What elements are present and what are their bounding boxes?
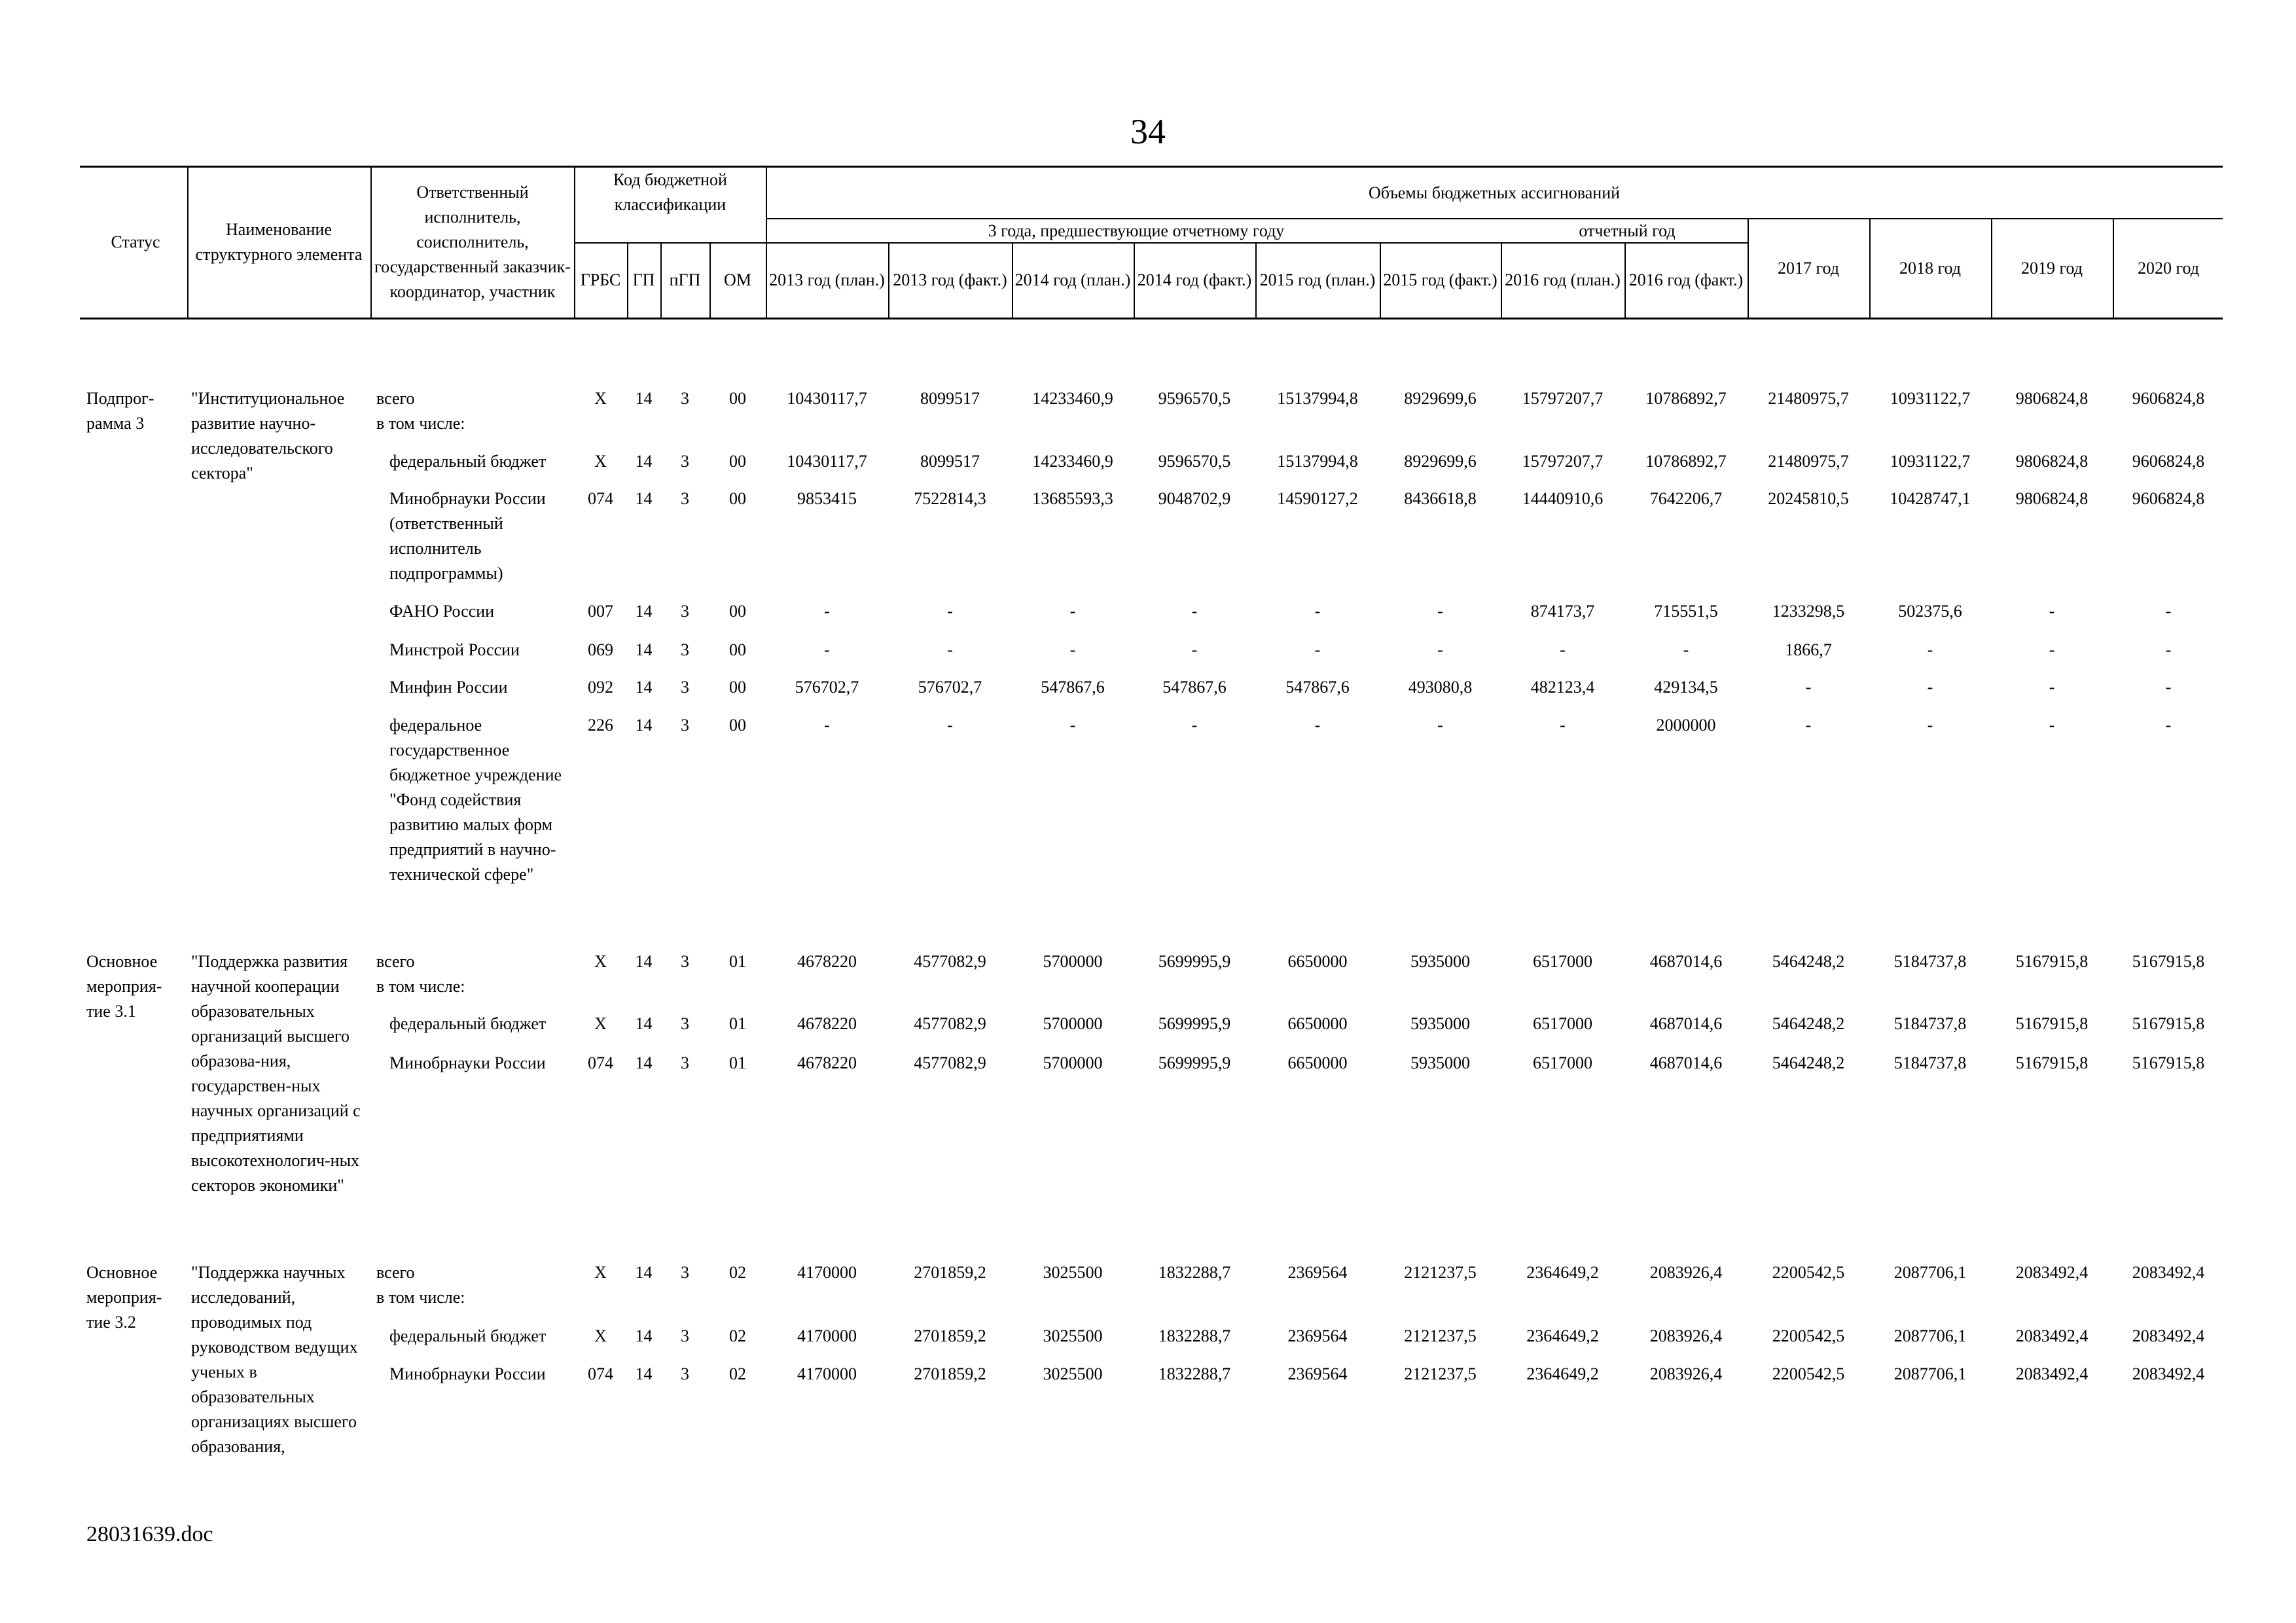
header-year-7: 2016 год (факт.) bbox=[1628, 270, 1744, 289]
row-value-7: 2000000 bbox=[1656, 716, 1716, 735]
row-value-8: 21480975,7 bbox=[1768, 389, 1849, 408]
row-value-3: 1832288,7 bbox=[1158, 1263, 1231, 1282]
row-value-5: 8929699,6 bbox=[1404, 389, 1477, 408]
row-value-6: - bbox=[1560, 716, 1566, 735]
row-responsible: всего в том числе: bbox=[376, 1263, 465, 1307]
row-value-7: - bbox=[1683, 640, 1689, 659]
row-gp: 14 bbox=[635, 952, 653, 971]
column-rule bbox=[1991, 218, 1992, 318]
section-name: "Поддержка научных исследований, проводимых под руководством ведущих ученых в образовательных организациях высшего образования, bbox=[191, 1263, 358, 1456]
row-grbs: 092 bbox=[588, 678, 613, 697]
row-gp: 14 bbox=[635, 452, 653, 471]
row-value-0: - bbox=[824, 716, 830, 735]
row-value-2: 13685593,3 bbox=[1032, 489, 1113, 508]
row-value-2: 14233460,9 bbox=[1032, 452, 1113, 471]
row-gp: 14 bbox=[635, 1326, 653, 1345]
row-value-11: - bbox=[2165, 640, 2172, 659]
row-value-10: - bbox=[2049, 640, 2055, 659]
row-responsible: федеральный бюджет bbox=[389, 1014, 547, 1033]
row-value-11: 5167915,8 bbox=[2132, 952, 2205, 971]
header-year-0: 2013 год (план.) bbox=[769, 270, 885, 289]
row-value-9: 10931122,7 bbox=[1890, 452, 1971, 471]
row-value-0: 4678220 bbox=[797, 1053, 857, 1072]
row-value-8: 1866,7 bbox=[1785, 640, 1832, 659]
row-om: 00 bbox=[729, 389, 746, 408]
section-name: "Поддержка развития научной кооперации образовательных организаций высшего образова-ния, государствен-ных научных организаций с предприятиями высокотехнологич-ных секторов экономики" bbox=[191, 952, 361, 1195]
row-value-5: 8929699,6 bbox=[1404, 452, 1477, 471]
header-responsible: Ответственный исполнитель, соисполнитель, государственный заказчик-координатор, участник bbox=[374, 183, 571, 301]
row-grbs: X bbox=[594, 452, 607, 471]
row-value-0: 576702,7 bbox=[795, 678, 859, 697]
row-value-1: 2701859,2 bbox=[914, 1326, 986, 1345]
row-pgp: 3 bbox=[681, 1326, 689, 1345]
row-responsible: Минфин России bbox=[389, 678, 508, 697]
row-value-11: 9606824,8 bbox=[2132, 452, 2205, 471]
page-number: 34 bbox=[1130, 112, 1166, 151]
row-pgp: 3 bbox=[681, 640, 689, 659]
row-gp: 14 bbox=[635, 1053, 653, 1072]
row-value-4: 6650000 bbox=[1287, 952, 1348, 971]
row-responsible: ФАНО России bbox=[389, 602, 495, 621]
row-value-9: 2087706,1 bbox=[1893, 1364, 1967, 1383]
row-value-10: 5167915,8 bbox=[2015, 1053, 2089, 1072]
row-gp: 14 bbox=[635, 716, 653, 735]
row-pgp: 3 bbox=[681, 716, 689, 735]
row-pgp: 3 bbox=[681, 389, 689, 408]
row-om: 02 bbox=[729, 1326, 746, 1345]
row-om: 01 bbox=[729, 1053, 746, 1072]
row-value-8: 5464248,2 bbox=[1772, 952, 1845, 971]
row-value-11: 2083492,4 bbox=[2132, 1326, 2205, 1345]
row-responsible: Минобрнауки России bbox=[389, 1364, 546, 1383]
row-value-7: 4687014,6 bbox=[1649, 1053, 1723, 1072]
row-value-6: 15797207,7 bbox=[1522, 389, 1604, 408]
row-value-3: 5699995,9 bbox=[1158, 1053, 1231, 1072]
row-responsible: всего в том числе: bbox=[376, 389, 465, 433]
row-value-2: 3025500 bbox=[1043, 1364, 1103, 1383]
row-value-10: 9806824,8 bbox=[2015, 389, 2089, 408]
header-year-4: 2015 год (план.) bbox=[1259, 270, 1376, 289]
row-value-3: - bbox=[1191, 716, 1198, 735]
column-rule bbox=[1624, 242, 1626, 318]
row-value-3: 9596570,5 bbox=[1158, 389, 1231, 408]
row-value-4: 2369564 bbox=[1287, 1364, 1348, 1383]
row-value-8: - bbox=[1805, 716, 1812, 735]
row-pgp: 3 bbox=[681, 452, 689, 471]
row-value-5: 5935000 bbox=[1410, 1014, 1470, 1033]
row-om: 00 bbox=[729, 640, 746, 659]
row-om: 01 bbox=[729, 1014, 746, 1033]
row-value-11: 5167915,8 bbox=[2132, 1053, 2205, 1072]
column-rule bbox=[187, 166, 188, 318]
row-value-7: 4687014,6 bbox=[1649, 1014, 1723, 1033]
row-value-2: 3025500 bbox=[1043, 1263, 1103, 1282]
row-value-3: 9596570,5 bbox=[1158, 452, 1231, 471]
row-grbs: 074 bbox=[588, 1364, 613, 1383]
row-value-10: 2083492,4 bbox=[2015, 1326, 2089, 1345]
row-pgp: 3 bbox=[681, 1014, 689, 1033]
header-om: ОМ bbox=[724, 270, 751, 289]
column-rule bbox=[1501, 242, 1502, 318]
row-responsible: всего в том числе: bbox=[376, 952, 465, 996]
row-responsible: Минстрой России bbox=[389, 640, 520, 659]
row-value-6: 2364649,2 bbox=[1526, 1326, 1599, 1345]
row-value-0: 10430117,7 bbox=[787, 389, 867, 408]
row-value-5: 2121237,5 bbox=[1404, 1364, 1477, 1383]
row-pgp: 3 bbox=[681, 489, 689, 508]
row-value-6: 874173,7 bbox=[1530, 602, 1595, 621]
row-grbs: 074 bbox=[588, 489, 613, 508]
row-value-5: - bbox=[1437, 640, 1443, 659]
row-value-10: - bbox=[2049, 716, 2055, 735]
row-gp: 14 bbox=[635, 1263, 653, 1282]
row-value-8: 5464248,2 bbox=[1772, 1014, 1845, 1033]
row-grbs: X bbox=[594, 1263, 607, 1282]
row-value-7: 2083926,4 bbox=[1649, 1263, 1723, 1282]
row-value-3: 9048702,9 bbox=[1158, 489, 1231, 508]
row-value-6: 2364649,2 bbox=[1526, 1263, 1599, 1282]
row-value-7: 2083926,4 bbox=[1649, 1364, 1723, 1383]
row-value-7: 429134,5 bbox=[1654, 678, 1718, 697]
row-grbs: X bbox=[594, 389, 607, 408]
header-name: Наименование структурного элемента bbox=[195, 220, 363, 264]
row-value-0: 4170000 bbox=[797, 1263, 857, 1282]
row-value-3: 5699995,9 bbox=[1158, 952, 1231, 971]
row-om: 00 bbox=[729, 452, 746, 471]
row-value-0: 4170000 bbox=[797, 1326, 857, 1345]
row-value-11: - bbox=[2165, 678, 2172, 697]
row-pgp: 3 bbox=[681, 678, 689, 697]
row-value-7: 2083926,4 bbox=[1649, 1326, 1723, 1345]
row-value-5: - bbox=[1437, 602, 1443, 621]
header-status: Статус bbox=[111, 232, 160, 251]
row-value-6: 6517000 bbox=[1533, 952, 1592, 971]
row-value-4: 2369564 bbox=[1287, 1326, 1348, 1345]
row-value-6: 6517000 bbox=[1533, 1053, 1592, 1072]
row-value-2: - bbox=[1069, 602, 1076, 621]
row-value-9: - bbox=[1927, 678, 1933, 697]
row-value-11: - bbox=[2165, 602, 2172, 621]
row-value-8: 5464248,2 bbox=[1772, 1053, 1845, 1072]
row-value-2: 5700000 bbox=[1043, 1053, 1103, 1072]
row-responsible: федеральный бюджет bbox=[389, 1326, 547, 1345]
row-value-4: - bbox=[1314, 640, 1321, 659]
row-value-6: 15797207,7 bbox=[1522, 452, 1604, 471]
row-value-8: 21480975,7 bbox=[1768, 452, 1849, 471]
row-value-1: 2701859,2 bbox=[914, 1364, 986, 1383]
row-value-5: 5935000 bbox=[1410, 952, 1470, 971]
row-gp: 14 bbox=[635, 678, 653, 697]
row-value-0: 10430117,7 bbox=[787, 452, 867, 471]
row-value-10: 5167915,8 bbox=[2015, 952, 2089, 971]
row-value-4: - bbox=[1314, 602, 1321, 621]
row-value-5: - bbox=[1437, 716, 1443, 735]
row-gp: 14 bbox=[635, 489, 653, 508]
row-gp: 14 bbox=[635, 1364, 653, 1383]
row-grbs: 069 bbox=[588, 640, 613, 659]
header-year-2: 2014 год (план.) bbox=[1014, 270, 1131, 289]
row-value-6: 6517000 bbox=[1533, 1014, 1592, 1033]
row-value-7: 10786892,7 bbox=[1645, 389, 1727, 408]
row-grbs: X bbox=[594, 952, 607, 971]
row-value-7: 715551,5 bbox=[1654, 602, 1718, 621]
section-status: Основное мероприя- тие 3.2 bbox=[86, 1263, 162, 1332]
row-value-3: 547867,6 bbox=[1162, 678, 1227, 697]
row-value-5: 493080,8 bbox=[1408, 678, 1473, 697]
column-rule bbox=[1134, 242, 1135, 318]
row-value-0: - bbox=[824, 602, 830, 621]
row-value-9: 5184737,8 bbox=[1893, 952, 1967, 971]
row-value-1: 4577082,9 bbox=[914, 1014, 986, 1033]
header-pgp: пГП bbox=[669, 270, 701, 289]
section-status: Подпрог- рамма 3 bbox=[86, 389, 154, 433]
row-value-9: 2087706,1 bbox=[1893, 1263, 1967, 1282]
row-pgp: 3 bbox=[681, 952, 689, 971]
row-value-3: 5699995,9 bbox=[1158, 1014, 1231, 1033]
header-year-6: 2016 год (план.) bbox=[1505, 270, 1621, 289]
row-value-6: - bbox=[1560, 640, 1566, 659]
section-name: "Институциональное развитие научно-исследовательского сектора" bbox=[191, 389, 345, 483]
row-value-2: 14233460,9 bbox=[1032, 389, 1113, 408]
row-value-8: 1233298,5 bbox=[1772, 602, 1845, 621]
row-value-5: 2121237,5 bbox=[1404, 1263, 1477, 1282]
row-value-1: 8099517 bbox=[920, 389, 980, 408]
row-value-9: 10428747,1 bbox=[1890, 489, 1971, 508]
row-value-2: 5700000 bbox=[1043, 1014, 1103, 1033]
row-responsible: федеральный бюджет bbox=[389, 452, 547, 471]
row-value-9: - bbox=[1927, 640, 1933, 659]
row-value-0: 9853415 bbox=[797, 489, 857, 508]
row-grbs: X bbox=[594, 1326, 607, 1345]
row-value-7: 10786892,7 bbox=[1645, 452, 1727, 471]
row-value-10: 5167915,8 bbox=[2015, 1014, 2089, 1033]
header-year-9: 2018 год bbox=[1899, 259, 1961, 278]
row-value-9: 502375,6 bbox=[1898, 602, 1962, 621]
row-value-0: 4170000 bbox=[797, 1364, 857, 1383]
row-gp: 14 bbox=[635, 389, 653, 408]
row-grbs: 007 bbox=[588, 602, 613, 621]
row-value-5: 5935000 bbox=[1410, 1053, 1470, 1072]
row-value-4: 14590127,2 bbox=[1277, 489, 1358, 508]
row-value-0: - bbox=[824, 640, 830, 659]
row-value-6: 482123,4 bbox=[1530, 678, 1595, 697]
row-value-8: 2200542,5 bbox=[1772, 1326, 1845, 1345]
row-value-5: 2121237,5 bbox=[1404, 1326, 1477, 1345]
row-value-10: 2083492,4 bbox=[2015, 1263, 2089, 1282]
row-value-2: 547867,6 bbox=[1041, 678, 1105, 697]
column-rule bbox=[2113, 218, 2114, 318]
row-value-2: 3025500 bbox=[1043, 1326, 1103, 1345]
column-rule bbox=[1748, 218, 1749, 318]
row-gp: 14 bbox=[635, 640, 653, 659]
row-om: 00 bbox=[729, 716, 746, 735]
row-value-4: 15137994,8 bbox=[1277, 389, 1358, 408]
row-grbs: X bbox=[594, 1014, 607, 1033]
row-value-10: 9806824,8 bbox=[2015, 452, 2089, 471]
section-status: Основное мероприя- тие 3.1 bbox=[86, 952, 162, 1021]
row-responsible: Минобрнауки России (ответственный исполнитель подпрограммы) bbox=[389, 489, 546, 583]
row-value-3: 1832288,7 bbox=[1158, 1326, 1231, 1345]
column-rule bbox=[1869, 218, 1871, 318]
column-rule bbox=[888, 242, 889, 318]
row-value-3: 1832288,7 bbox=[1158, 1364, 1231, 1383]
row-value-6: 14440910,6 bbox=[1522, 489, 1604, 508]
header-grbs: ГРБС bbox=[580, 270, 621, 289]
header-year-8: 2017 год bbox=[1778, 259, 1839, 278]
header-year-5: 2015 год (факт.) bbox=[1383, 270, 1498, 289]
row-value-8: 20245810,5 bbox=[1768, 489, 1849, 508]
row-responsible: Минобрнауки России bbox=[389, 1053, 546, 1072]
row-value-1: 4577082,9 bbox=[914, 952, 986, 971]
row-pgp: 3 bbox=[681, 1053, 689, 1072]
row-value-1: 4577082,9 bbox=[914, 1053, 986, 1072]
row-value-4: 15137994,8 bbox=[1277, 452, 1358, 471]
row-value-11: 5167915,8 bbox=[2132, 1014, 2205, 1033]
row-value-6: 2364649,2 bbox=[1526, 1364, 1599, 1383]
row-value-1: 7522814,3 bbox=[914, 489, 986, 508]
row-om: 02 bbox=[729, 1364, 746, 1383]
row-value-4: 6650000 bbox=[1287, 1053, 1348, 1072]
row-value-8: 2200542,5 bbox=[1772, 1364, 1845, 1383]
row-value-2: - bbox=[1069, 716, 1076, 735]
row-value-4: 547867,6 bbox=[1285, 678, 1350, 697]
row-pgp: 3 bbox=[681, 602, 689, 621]
header-report-year: отчетный год bbox=[1579, 221, 1676, 240]
row-value-5: 8436618,8 bbox=[1404, 489, 1477, 508]
row-value-0: 4678220 bbox=[797, 1014, 857, 1033]
row-value-7: 4687014,6 bbox=[1649, 952, 1723, 971]
row-value-0: 4678220 bbox=[797, 952, 857, 971]
column-rule bbox=[1380, 242, 1381, 318]
row-value-11: 2083492,4 bbox=[2132, 1263, 2205, 1282]
row-value-4: 2369564 bbox=[1287, 1263, 1348, 1282]
row-value-11: 2083492,4 bbox=[2132, 1364, 2205, 1383]
row-value-4: 6650000 bbox=[1287, 1014, 1348, 1033]
row-value-9: 5184737,8 bbox=[1893, 1053, 1967, 1072]
row-om: 00 bbox=[729, 678, 746, 697]
column-rule bbox=[370, 166, 372, 318]
row-value-11: 9606824,8 bbox=[2132, 489, 2205, 508]
row-value-1: - bbox=[947, 602, 953, 621]
row-value-3: - bbox=[1191, 602, 1198, 621]
row-value-1: - bbox=[947, 640, 953, 659]
header-year-11: 2020 год bbox=[2138, 259, 2199, 278]
row-pgp: 3 bbox=[681, 1263, 689, 1282]
header-gp: ГП bbox=[632, 270, 655, 289]
row-grbs: 074 bbox=[588, 1053, 613, 1072]
row-value-7: 7642206,7 bbox=[1649, 489, 1723, 508]
row-grbs: 226 bbox=[588, 716, 613, 735]
row-value-1: 2701859,2 bbox=[914, 1263, 986, 1282]
row-om: 01 bbox=[729, 952, 746, 971]
row-value-9: 5184737,8 bbox=[1893, 1014, 1967, 1033]
row-pgp: 3 bbox=[681, 1364, 689, 1383]
row-value-9: - bbox=[1927, 716, 1933, 735]
row-value-1: 576702,7 bbox=[918, 678, 982, 697]
row-value-9: 10931122,7 bbox=[1890, 389, 1971, 408]
row-om: 00 bbox=[729, 602, 746, 621]
column-rule bbox=[1012, 242, 1013, 318]
header-prev3: 3 года, предшествующие отчетному году bbox=[988, 221, 1285, 240]
column-rule bbox=[1255, 242, 1257, 318]
row-gp: 14 bbox=[635, 1014, 653, 1033]
header-volumes: Объемы бюджетных ассигнований bbox=[1368, 183, 1621, 202]
document-filename: 28031639.doc bbox=[86, 1522, 213, 1546]
header-year-3: 2014 год (факт.) bbox=[1137, 270, 1252, 289]
row-om: 02 bbox=[729, 1263, 746, 1282]
row-gp: 14 bbox=[635, 602, 653, 621]
row-value-11: - bbox=[2165, 716, 2172, 735]
header-year-10: 2019 год bbox=[2021, 259, 2083, 278]
row-value-10: 2083492,4 bbox=[2015, 1364, 2089, 1383]
row-value-10: - bbox=[2049, 602, 2055, 621]
header-code-group: Код бюджетной классификации bbox=[613, 170, 727, 214]
row-value-10: 9806824,8 bbox=[2015, 489, 2089, 508]
row-value-2: - bbox=[1069, 640, 1076, 659]
row-value-3: - bbox=[1191, 640, 1198, 659]
row-om: 00 bbox=[729, 489, 746, 508]
header-year-1: 2013 год (факт.) bbox=[893, 270, 1007, 289]
row-responsible: федеральное государственное бюджетное учреждение "Фонд содействия развитию малых форм предприятий в научно-технической сфере" bbox=[389, 716, 562, 884]
row-value-8: 2200542,5 bbox=[1772, 1263, 1845, 1282]
row-value-8: - bbox=[1805, 678, 1812, 697]
row-value-10: - bbox=[2049, 678, 2055, 697]
rule-line bbox=[80, 318, 2223, 319]
row-value-9: 2087706,1 bbox=[1893, 1326, 1967, 1345]
row-value-1: - bbox=[947, 716, 953, 735]
row-value-11: 9606824,8 bbox=[2132, 389, 2205, 408]
row-value-4: - bbox=[1314, 716, 1321, 735]
row-value-2: 5700000 bbox=[1043, 952, 1103, 971]
row-value-1: 8099517 bbox=[920, 452, 980, 471]
